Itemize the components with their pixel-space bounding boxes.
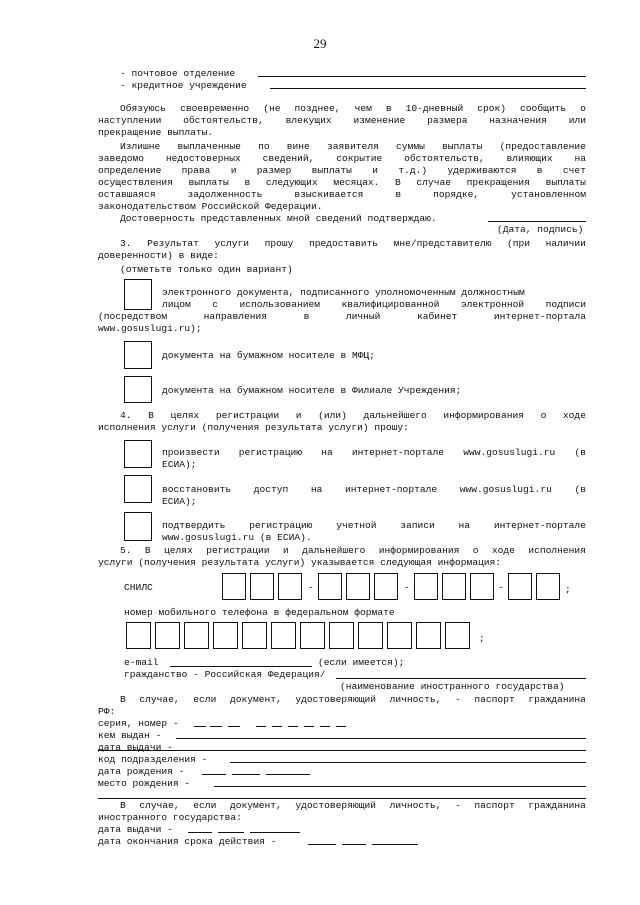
issue2-month[interactable] (218, 832, 244, 833)
email-field[interactable] (170, 666, 312, 667)
snils-digit-8[interactable] (442, 573, 466, 600)
citizenship-label: гражданство - Российская Федерация/ (124, 669, 326, 680)
birth-place-field[interactable] (214, 786, 586, 787)
birth-place-field-2[interactable] (98, 798, 586, 799)
birth-year[interactable] (266, 774, 310, 775)
snils-dash-3: - (498, 582, 504, 593)
result-electronic-line-2: лицом с использованием квалифицированной электронной подписи (162, 299, 586, 310)
date-signature-caption: (Дата, подпись) (497, 224, 584, 235)
snils-digit-9[interactable] (470, 573, 494, 600)
division-code-field[interactable] (230, 762, 586, 763)
birth-day[interactable] (202, 774, 226, 775)
restore-access-checkbox[interactable] (124, 475, 152, 503)
series-digit-1[interactable] (194, 726, 206, 727)
snils-label: СНИЛС (124, 582, 153, 593)
obligation-line-2: наступлении обстоятельств, влекущих изменение размера назначения или (98, 115, 586, 126)
passport-rf-line-2: РФ: (98, 706, 116, 717)
result-electronic-line-4: www.gosuslugi.ru); (98, 323, 202, 334)
phone-digit-8[interactable] (329, 622, 354, 649)
snils-digit-2[interactable] (250, 573, 274, 600)
passport-foreign-line-2: иностранного государства: (98, 812, 242, 823)
overpaid-line-6: законодательством Российской Федерации. (98, 201, 323, 212)
series-number-label: серия, номер - (98, 718, 179, 729)
phone-digit-9[interactable] (358, 622, 383, 649)
post-office-label: - почтовое отделение (120, 68, 236, 79)
expiry-year[interactable] (372, 844, 418, 845)
birth-month[interactable] (232, 774, 260, 775)
number-digit-5[interactable] (320, 726, 330, 727)
number-digit-3[interactable] (288, 726, 298, 727)
obligation-line-3: прекращение выплаты. (98, 127, 214, 138)
number-digit-2[interactable] (272, 726, 282, 727)
phone-label: номер мобильного телефона в федеральном формате (124, 607, 395, 618)
issue-date-label: дата выдачи - (98, 742, 173, 753)
section5-line-2: услуги (получения результата услуги) указывается следующая информация: (98, 557, 502, 568)
phone-digit-12[interactable] (445, 622, 470, 649)
phone-digit-7[interactable] (300, 622, 325, 649)
email-label: e-mail (124, 657, 159, 668)
snils-digit-5[interactable] (346, 573, 370, 600)
result-branch-label: документа на бумажном носителе в Филиале Учреждения; (162, 385, 462, 396)
issue-year[interactable] (244, 750, 284, 751)
division-code-label: код подразделения - (98, 754, 208, 765)
issue-date2-label: дата выдачи - (98, 824, 173, 835)
phone-end: ; (479, 633, 485, 644)
section3-line-2: доверенности) в виде: (98, 250, 219, 261)
citizenship-field[interactable] (336, 678, 586, 679)
section3-hint: (отметьте только один вариант) (120, 264, 293, 275)
confirm-line-2: www.gosuslugi.ru (в ЕСИА). (162, 532, 312, 543)
section3-line-1: 3. Результат услуги прошу предоставить мне/представителю (при наличии (120, 238, 586, 249)
snils-dash-1: - (308, 582, 314, 593)
post-office-field[interactable] (258, 76, 586, 77)
result-mfc-checkbox[interactable] (124, 341, 152, 369)
phone-digit-2[interactable] (155, 622, 180, 649)
result-branch-checkbox[interactable] (124, 376, 152, 403)
date-signature-field[interactable] (488, 221, 586, 222)
section4-line-2: исполнения услуги (получения результата услуги) прошу: (98, 422, 409, 433)
phone-digit-5[interactable] (242, 622, 267, 649)
phone-digit-11[interactable] (416, 622, 441, 649)
birth-date-label: дата рождения - (98, 766, 185, 777)
restore-line-1: восстановить доступ на интернет-портале www.gosuslugi.ru (в (162, 484, 586, 495)
snils-digit-10[interactable] (508, 573, 532, 600)
passport-rf-line-1: В случае, если документ, удостоверяющий личность, - паспорт гражданина (120, 694, 586, 705)
snils-digit-3[interactable] (278, 573, 302, 600)
snils-end: ; (565, 584, 571, 595)
register-checkbox[interactable] (124, 440, 152, 468)
result-electronic-line-3: (посредством направления в личный кабинет интернет-портала (98, 311, 586, 322)
phone-digit-6[interactable] (271, 622, 296, 649)
issued-by-field[interactable] (176, 738, 586, 739)
phone-digit-3[interactable] (184, 622, 209, 649)
issued-by-label: кем выдан - (98, 730, 162, 741)
number-digit-6[interactable] (336, 726, 346, 727)
restore-line-2: ЕСИА); (162, 496, 197, 507)
snils-digit-11[interactable] (536, 573, 560, 600)
series-digit-2[interactable] (210, 726, 222, 727)
result-mfc-label: документа на бумажном носителе в МФЦ; (162, 350, 376, 361)
issue-month[interactable] (216, 750, 238, 751)
email-note: (если имеется); (318, 657, 405, 668)
confirm-line-1: подтвердить регистрацию учетной записи на интернет-портале (162, 520, 586, 531)
overpaid-line-1: Излишне выплаченные по вине заявителя суммы выплаты (предоставление (120, 141, 586, 152)
foreign-state-caption: (наименование иностранного государства) (340, 681, 565, 692)
phone-digit-1[interactable] (126, 622, 151, 649)
issue2-year[interactable] (250, 832, 300, 833)
credit-institution-field[interactable] (270, 88, 586, 89)
overpaid-line-5: оставшаяся задолженность взыскивается в порядке, установленном (98, 189, 586, 200)
phone-digit-4[interactable] (213, 622, 238, 649)
snils-digit-6[interactable] (374, 573, 398, 600)
number-digit-4[interactable] (304, 726, 314, 727)
passport-foreign-line-1: В случае, если документ, удостоверяющий личность, - паспорт гражданина (120, 800, 586, 811)
overpaid-line-4: осуществления выплаты в следующих месяцах. В случае прекращения выплаты (98, 177, 586, 188)
page-number: 29 (313, 36, 327, 51)
expiry-date-label: дата окончания срока действия - (98, 836, 277, 847)
snils-digit-7[interactable] (414, 573, 438, 600)
register-line-1: произвести регистрацию на интернет-портале www.gosuslugi.ru (в (162, 447, 586, 458)
expiry-month[interactable] (342, 844, 366, 845)
confirm-registration-checkbox[interactable] (124, 512, 152, 541)
number-digit-1[interactable] (256, 726, 266, 727)
obligation-line-1: Обязуюсь своевременно (не позднее, чем в 10-дневный срок) сообщить о (120, 103, 586, 114)
series-digit-3[interactable] (228, 726, 240, 727)
expiry-day[interactable] (308, 844, 336, 845)
overpaid-line-3: определение права и размер выплаты и т.д.) удерживаются в счет (98, 165, 586, 176)
phone-digit-10[interactable] (387, 622, 412, 649)
birth-place-label: место рождения - (98, 778, 191, 789)
issue-day[interactable] (188, 750, 210, 751)
credit-institution-label: - кредитное учреждение (120, 80, 247, 91)
snils-digit-1[interactable] (222, 573, 246, 600)
certify-text: Достоверность представленных мной сведений подтверждаю. (120, 213, 437, 224)
issue2-day[interactable] (188, 832, 212, 833)
result-electronic-checkbox[interactable] (124, 279, 152, 310)
snils-dash-2: - (404, 582, 410, 593)
snils-digit-4[interactable] (318, 573, 342, 600)
overpaid-line-2: заведомо недостоверных сведений, сокрытие обстоятельств, влияющих на (98, 153, 586, 164)
register-line-2: ЕСИА); (162, 459, 197, 470)
section5-line-1: 5. В целях регистрации и дальнейшего информирования о ходе исполнения (120, 545, 586, 556)
section4-line-1: 4. В целях регистрации и (или) дальнейшего информирования о ходе (120, 410, 586, 421)
result-electronic-line-1: электронного документа, подписанного уполномоченным должностным (162, 287, 525, 298)
